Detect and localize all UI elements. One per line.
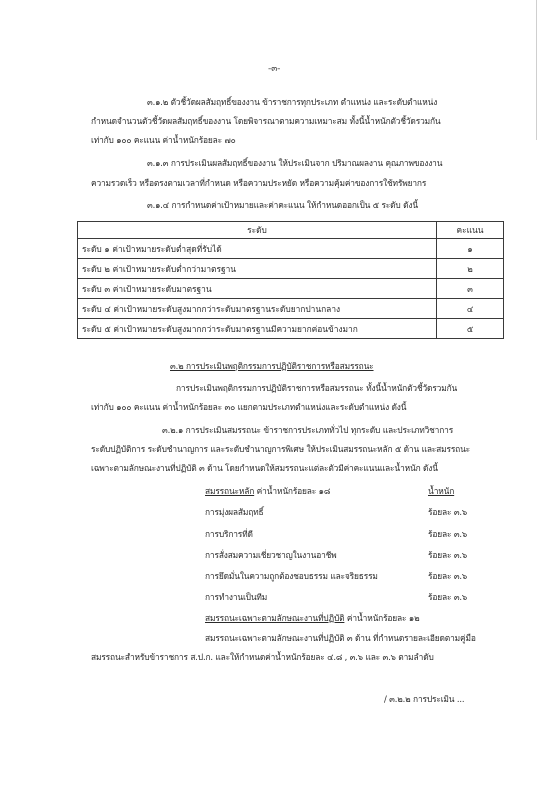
para-313-line2: ความรวดเร็ว หรือตรงตามเวลาที่กำหนด หรือความประหยัด หรือความคุ้มค่าของการใช้ทรัพยากร [91, 178, 427, 188]
para-321-line2: ระดับปฏิบัติการ ระดับชำนาญการ และระดับชำนาญการพิเศษ ให้ประเมินสมรรถนะหลัก ๕ ด้าน และสมรรถนะ [91, 444, 471, 454]
score-cell: ๑ [437, 239, 504, 259]
score-cell: ๔ [437, 299, 504, 319]
specific-competency-weight: ค่าน้ำหนักร้อยละ ๑๒ [346, 613, 420, 623]
level-cell: ระดับ ๒ ค่าเป้าหมายระดับต่ำกว่ามาตรฐาน [78, 259, 437, 279]
score-cell: ๓ [437, 279, 504, 299]
table-row [78, 239, 504, 259]
specific-competency-line1: สมรรถนะเฉพาะตามลักษณะงานที่ปฏิบัติ ๓ ด้าน ที่กำหนดรายละเอียดตามคู่มือ [205, 633, 476, 643]
table-row [78, 259, 504, 279]
score-cell: ๕ [437, 319, 504, 339]
specific-competency-title: สมรรถนะเฉพาะตามลักษณะงานที่ปฏิบัติ [205, 613, 345, 623]
level-cell: ระดับ ๓ ค่าเป้าหมายระดับมาตรฐาน [78, 279, 437, 299]
competency-item-name: การมุ่งผลสัมฤทธิ์ [205, 507, 264, 517]
competency-item-name: การทำงานเป็นทีม [205, 592, 268, 602]
competency-item-weight: ร้อยละ ๓.๖ [428, 507, 468, 517]
header-level: ระดับ [78, 222, 437, 239]
competency-item-weight: ร้อยละ ๓.๖ [428, 529, 468, 539]
para-321-line1: ๓.๒.๑ การประเมินสมรรถนะ ข้าราชการประเภททั่วไป ทุกระดับ และประเภทวิชาการ [162, 425, 454, 435]
competency-item-weight: ร้อยละ ๓.๖ [428, 571, 468, 581]
table-row [78, 299, 504, 319]
section-32-intro-line2: เท่ากับ ๑๐๐ คะแนน ค่าน้ำหนักร้อยละ ๓๐ แยกตามประเภทตำแหน่งและระดับตำแหน่ง ดังนี้ [91, 402, 407, 412]
core-competency-title: สมรรถนะหลัก [205, 486, 255, 496]
para-312-line3: เท่ากับ ๑๐๐ คะแนน ค่าน้ำหนักร้อยละ ๗๐ [91, 135, 236, 145]
competency-item-weight: ร้อยละ ๓.๖ [428, 592, 468, 602]
core-competency-weight: ค่าน้ำหนักร้อยละ ๑๘ [256, 486, 331, 496]
section-32-heading: ๓.๒ การประเมินพฤติกรรมการปฏิบัติราชการหรือสมรรถนะ [170, 361, 374, 371]
competency-item-name: การสั่งสมความเชี่ยวชาญในงานอาชีพ [205, 550, 337, 560]
table-row [78, 319, 504, 339]
level-cell: ระดับ ๔ ค่าเป้าหมายระดับสูงมากกว่าระดับมาตรฐานระดับยากปานกลาง [78, 299, 437, 319]
level-cell: ระดับ ๕ ค่าเป้าหมายระดับสูงมากกว่าระดับมาตรฐานมีความยากค่อนข้างมาก [78, 319, 437, 339]
level-cell: ระดับ ๑ ค่าเป้าหมายระดับต่ำสุดที่รับได้ [78, 239, 437, 259]
criteria-table [77, 221, 504, 339]
header-score: คะแนน [437, 222, 504, 239]
para-312-line1: ๓.๑.๒ ตัวชี้วัดผลสัมฤทธิ์ของงาน ข้าราชการทุกประเภท ตำแหน่ง และระดับตำแหน่ง [147, 97, 438, 107]
scan-edge-line [536, 0, 537, 140]
competency-item-weight: ร้อยละ ๓.๖ [428, 550, 468, 560]
competency-item-name: การยึดมั่นในความถูกต้องชอบธรรม และจริยธรรม [205, 571, 378, 581]
para-313-line1: ๓.๑.๓ การประเมินผลสัมฤทธิ์ของงาน ให้ประเมินจาก ปริมาณผลงาน คุณภาพของงาน [147, 158, 443, 168]
section-32-intro-line1: การประเมินพฤติกรรมการปฏิบัติราชการหรือสมรรถนะ ทั้งนี้น้ำหนักตัวชี้วัดรวมกัน [176, 383, 458, 393]
competency-item-name: การบริการที่ดี [205, 529, 253, 539]
page-number: -๓- [268, 64, 281, 74]
para-312-line2: กำหนดจำนวนตัวชี้วัดผลสัมฤทธิ์ของงาน โดยพิจารณาตามความเหมาะสม ทั้งนี้น้ำหนักตัวชี้วัดรวมกัน [91, 116, 441, 126]
table-row [78, 279, 504, 299]
weight-column-header: น้ำหนัก [428, 486, 455, 496]
criteria-header-row [78, 222, 504, 239]
footer-continuation: / ๓.๒.๒ การประเมิน ... [384, 694, 465, 704]
para-321-line3: เฉพาะตามลักษณะงานที่ปฏิบัติ ๓ ด้าน โดยกำหนดให้สมรรถนะแต่ละตัวมีค่าคะแนนและน้ำหนัก ดังนี้ [91, 463, 438, 473]
specific-competency-header [205, 613, 419, 624]
core-competency-header [205, 486, 330, 497]
score-cell: ๒ [437, 259, 504, 279]
specific-competency-line2: สมรรถนะสำหรับข้าราชการ ส.ป.ก. และให้กำหนดค่าน้ำหนักร้อยละ ๔.๘ , ๓.๖ และ ๓.๖ ตามลำดับ [91, 652, 434, 662]
para-314: ๓.๑.๔ การกำหนดค่าเป้าหมายและค่าคะแนน ให้กำหนดออกเป็น ๕ ระดับ ดังนี้ [147, 200, 418, 210]
